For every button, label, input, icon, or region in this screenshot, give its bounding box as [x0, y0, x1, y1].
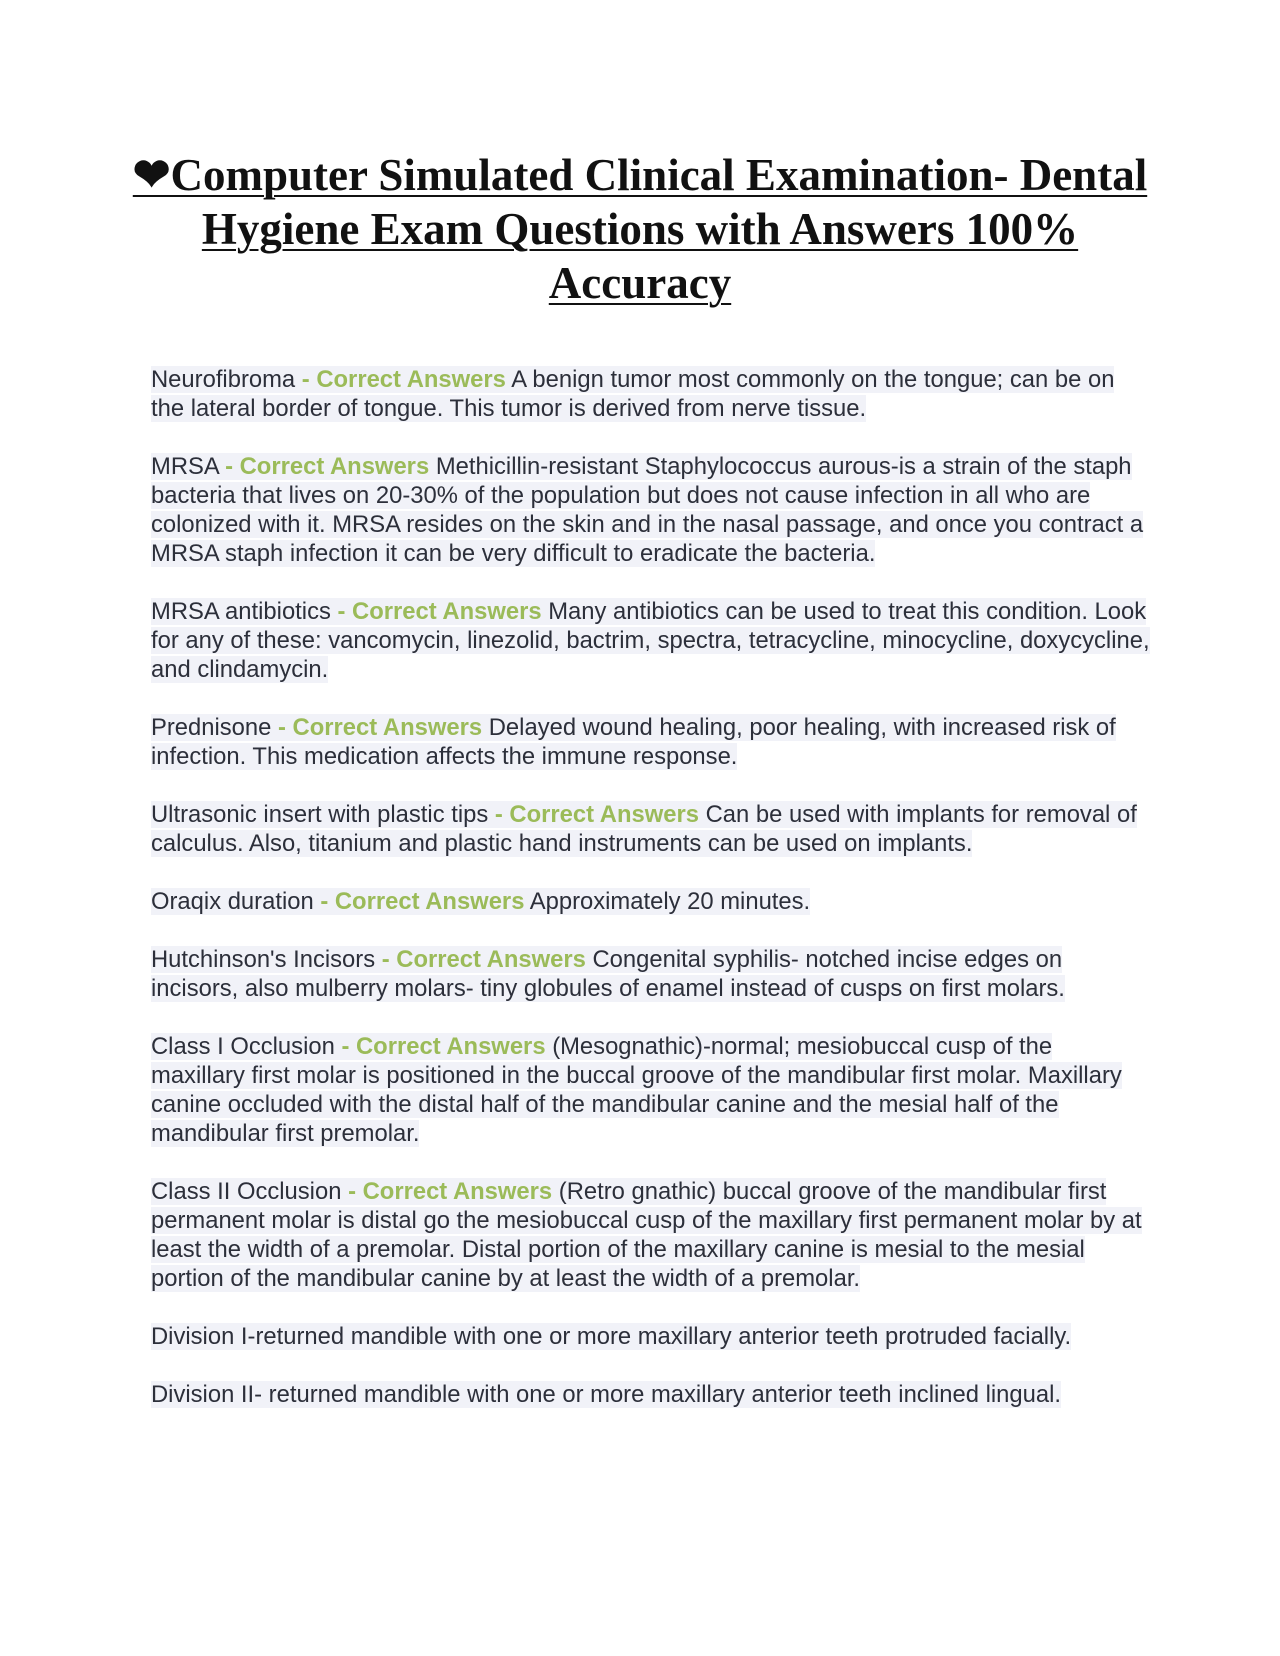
correct-answers-label: - Correct Answers [341, 1033, 546, 1060]
qa-entry [151, 452, 1151, 568]
entry-term: MRSA [151, 453, 219, 480]
correct-answers-label: - Correct Answers [278, 714, 483, 741]
entry-term: Ultrasonic insert with plastic tips [151, 801, 489, 828]
entry-answer: Methicillin-resistant Staphylococcus aurous-is a strain of the staph bacteria that lives on 20-30% of the population but does not cause infection in all who are colonized with it. MRSA resides on the skin and in the nasal passage, and once you contract a MRSA staph infection it can be very difficult to eradicate the bacteria. [151, 453, 1144, 567]
entry-term: Class I Occlusion [151, 1033, 335, 1060]
qa-entry [151, 945, 1151, 1003]
entry-term: Neurofibroma [151, 366, 296, 393]
entry-term: Hutchinson's Incisors [151, 946, 376, 973]
correct-answers-label: - Correct Answers [320, 888, 525, 915]
document-title: ❤Computer Simulated Clinical Examination- Dental Hygiene Exam Questions with Answers 100% Accuracy [132, 150, 1148, 308]
entry-answer: (Retro gnathic) buccal groove of the mandibular first permanent molar is distal go the mesiobuccal cusp of the maxillary first permanent molar by at least the width of a premolar. Distal portion of the maxillary canine is mesial to the mesial portion of the mandibular canine by at least the width of a premolar. [151, 1178, 1142, 1292]
correct-answers-label: - Correct Answers [301, 366, 506, 393]
qa-entry [151, 597, 1151, 684]
note-paragraph [151, 1322, 1151, 1351]
entry-answer: Many antibiotics can be used to treat this condition. Look for any of these: vancomycin, linezolid, bactrim, spectra, tetracycline, minocycline, doxycycline, and clindamycin. [151, 598, 1150, 683]
note-paragraph [151, 1380, 1151, 1409]
entry-term: Oraqix duration [151, 888, 314, 915]
correct-answers-label: - Correct Answers [494, 801, 699, 828]
entry-term: Class II Occlusion [151, 1178, 342, 1205]
qa-entry [151, 365, 1151, 423]
qa-entry [151, 887, 1151, 916]
qa-entry [151, 713, 1151, 771]
entry-term: MRSA antibiotics [151, 598, 331, 625]
correct-answers-label: - Correct Answers [337, 598, 542, 625]
qa-entry [151, 1032, 1151, 1148]
qa-entry [151, 1177, 1151, 1293]
entry-answer: (Mesognathic)-normal; mesiobuccal cusp of the maxillary first molar is positioned in the buccal groove of the mandibular first molar. Maxillary canine occluded with the distal half of the mandibular canine and the mesial half of the mandibular first premolar. [151, 1033, 1122, 1147]
note-text: Division II- returned mandible with one or more maxillary anterior teeth inclined lingual. [151, 1381, 1061, 1408]
entry-answer: A benign tumor most commonly on the tongue; can be on the lateral border of tongue. This tumor is derived from nerve tissue. [151, 366, 1115, 422]
entry-answer: Delayed wound healing, poor healing, with increased risk of infection. This medication affects the immune response. [151, 714, 1116, 770]
correct-answers-label: - Correct Answers [225, 453, 430, 480]
entry-answer: Congenital syphilis- notched incise edges on incisors, also mulberry molars- tiny globules of enamel instead of cusps on first molars. [151, 946, 1065, 1002]
correct-answers-label: - Correct Answers [381, 946, 586, 973]
note-text: Division I-returned mandible with one or more maxillary anterior teeth protruded facially. [151, 1323, 1072, 1350]
entry-answer: Approximately 20 minutes. [529, 888, 811, 915]
entry-term: Prednisone [151, 714, 272, 741]
qa-entry [151, 800, 1151, 858]
document-body [151, 365, 1151, 1438]
correct-answers-label: - Correct Answers [348, 1178, 553, 1205]
entry-answer: Can be used with implants for removal of calculus. Also, titanium and plastic hand instruments can be used on implants. [151, 801, 1137, 857]
